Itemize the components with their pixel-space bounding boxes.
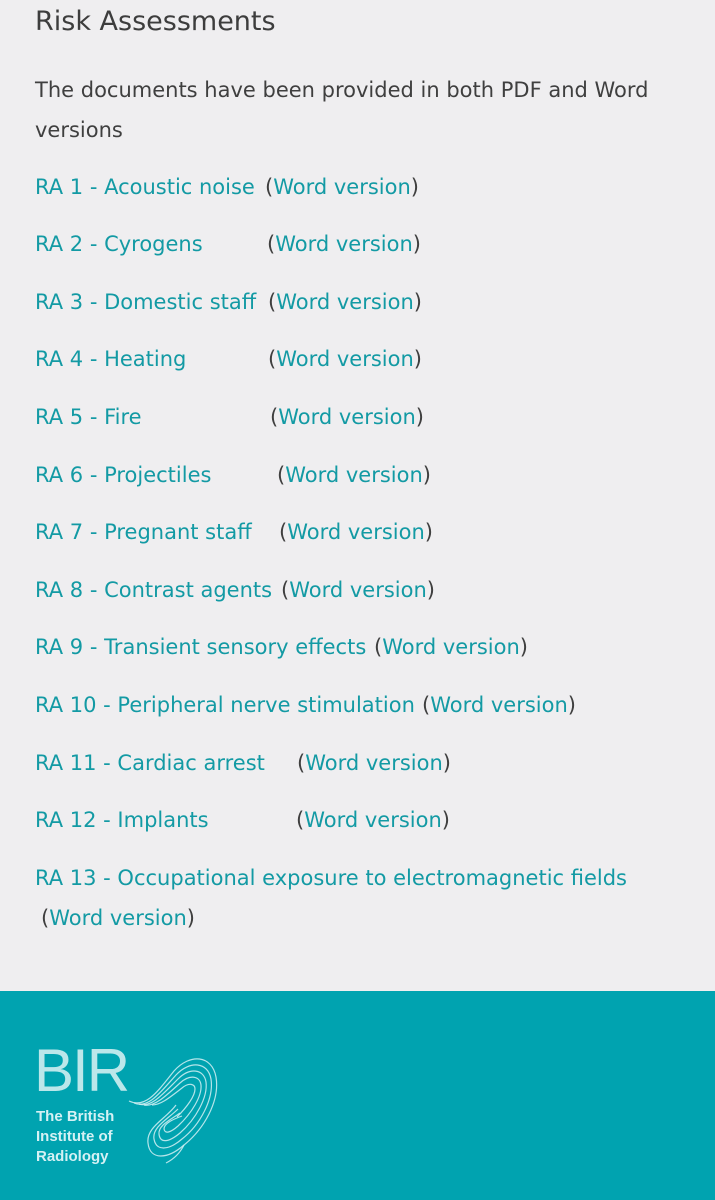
word-version-wrapper: (Word version)	[297, 751, 451, 775]
logo-mark: BIR	[34, 1037, 129, 1104]
bir-logo-icon	[34, 1033, 234, 1173]
ra-5-pdf-link[interactable]: RA 5 - Fire	[35, 405, 142, 429]
word-version-wrapper: (Word version)	[41, 906, 195, 930]
ra-7-word-link[interactable]: Word version	[287, 520, 425, 544]
word-version-wrapper: (Word version)	[267, 232, 421, 256]
ra-8-pdf-link[interactable]: RA 8 - Contrast agents	[35, 578, 273, 602]
word-version-wrapper: (Word version)	[270, 405, 424, 429]
word-version-wrapper: (Word version)	[277, 463, 431, 487]
risk-assessment-item	[35, 399, 424, 435]
ra-13-word-link[interactable]: Word version	[49, 906, 187, 930]
page-title: Risk Assessments	[35, 6, 276, 37]
word-version-wrapper: (Word version)	[268, 290, 422, 314]
word-version-wrapper: (Word version)	[279, 520, 433, 544]
ra-6-pdf-link[interactable]: RA 6 - Projectiles	[35, 463, 212, 487]
risk-assessment-item	[35, 169, 419, 205]
ra-1-word-link[interactable]: Word version	[273, 175, 411, 199]
site-footer	[0, 991, 715, 1200]
risk-assessment-item	[35, 802, 450, 838]
ra-6-word-link[interactable]: Word version	[285, 463, 423, 487]
risk-assessment-item	[35, 284, 422, 320]
risk-assessment-item	[35, 341, 422, 377]
ra-3-word-link[interactable]: Word version	[276, 290, 414, 314]
ra-10-word-link[interactable]: Word version	[430, 693, 568, 717]
logo-line-3: Radiology	[36, 1148, 109, 1165]
ra-10-pdf-link[interactable]: RA 10 - Peripheral nerve stimulation	[35, 693, 415, 717]
risk-assessment-item	[35, 860, 627, 896]
ra-11-pdf-link[interactable]: RA 11 - Cardiac arrest	[35, 751, 265, 775]
risk-assessment-item	[35, 687, 576, 723]
bir-logo[interactable]	[34, 1033, 234, 1177]
logo-wave-mark	[129, 1059, 217, 1163]
ra-12-word-link[interactable]: Word version	[304, 808, 442, 832]
ra-5-word-link[interactable]: Word version	[278, 405, 416, 429]
word-version-wrapper: (Word version)	[268, 347, 422, 371]
ra-9-pdf-link[interactable]: RA 9 - Transient sensory effects	[35, 635, 367, 659]
ra-4-word-link[interactable]: Word version	[276, 347, 414, 371]
ra-2-word-link[interactable]: Word version	[275, 232, 413, 256]
word-version-wrapper: (Word version)	[281, 578, 435, 602]
ra-1-pdf-link[interactable]: RA 1 - Acoustic noise	[35, 175, 255, 199]
word-version-wrapper: (Word version)	[422, 693, 576, 717]
risk-assessment-item	[35, 514, 433, 550]
intro-text: The documents have been provided in both PDF and Word versions	[35, 78, 649, 142]
ra-9-word-link[interactable]: Word version	[382, 635, 520, 659]
risk-assessment-item	[35, 457, 431, 493]
ra-12-pdf-link[interactable]: RA 12 - Implants	[35, 808, 209, 832]
ra-4-pdf-link[interactable]: RA 4 - Heating	[35, 347, 187, 371]
ra-13-pdf-link[interactable]: RA 13 - Occupational exposure to electromagnetic fields	[35, 866, 627, 890]
logo-line-2: Institute of	[36, 1128, 113, 1145]
risk-assessment-item	[35, 745, 451, 781]
ra-11-word-link[interactable]: Word version	[305, 751, 443, 775]
risk-assessment-item	[35, 226, 421, 262]
risk-assessment-item	[35, 629, 528, 665]
word-version-wrapper: (Word version)	[296, 808, 450, 832]
ra-7-pdf-link[interactable]: RA 7 - Pregnant staff	[35, 520, 252, 544]
risk-assessment-item	[35, 572, 435, 608]
word-version-wrapper: (Word version)	[374, 635, 528, 659]
ra-8-word-link[interactable]: Word version	[289, 578, 427, 602]
word-version-wrapper: (Word version)	[265, 175, 419, 199]
ra-3-pdf-link[interactable]: RA 3 - Domestic staff	[35, 290, 257, 314]
ra-2-pdf-link[interactable]: RA 2 - Cyrogens	[35, 232, 203, 256]
logo-line-1: The British	[36, 1108, 115, 1125]
